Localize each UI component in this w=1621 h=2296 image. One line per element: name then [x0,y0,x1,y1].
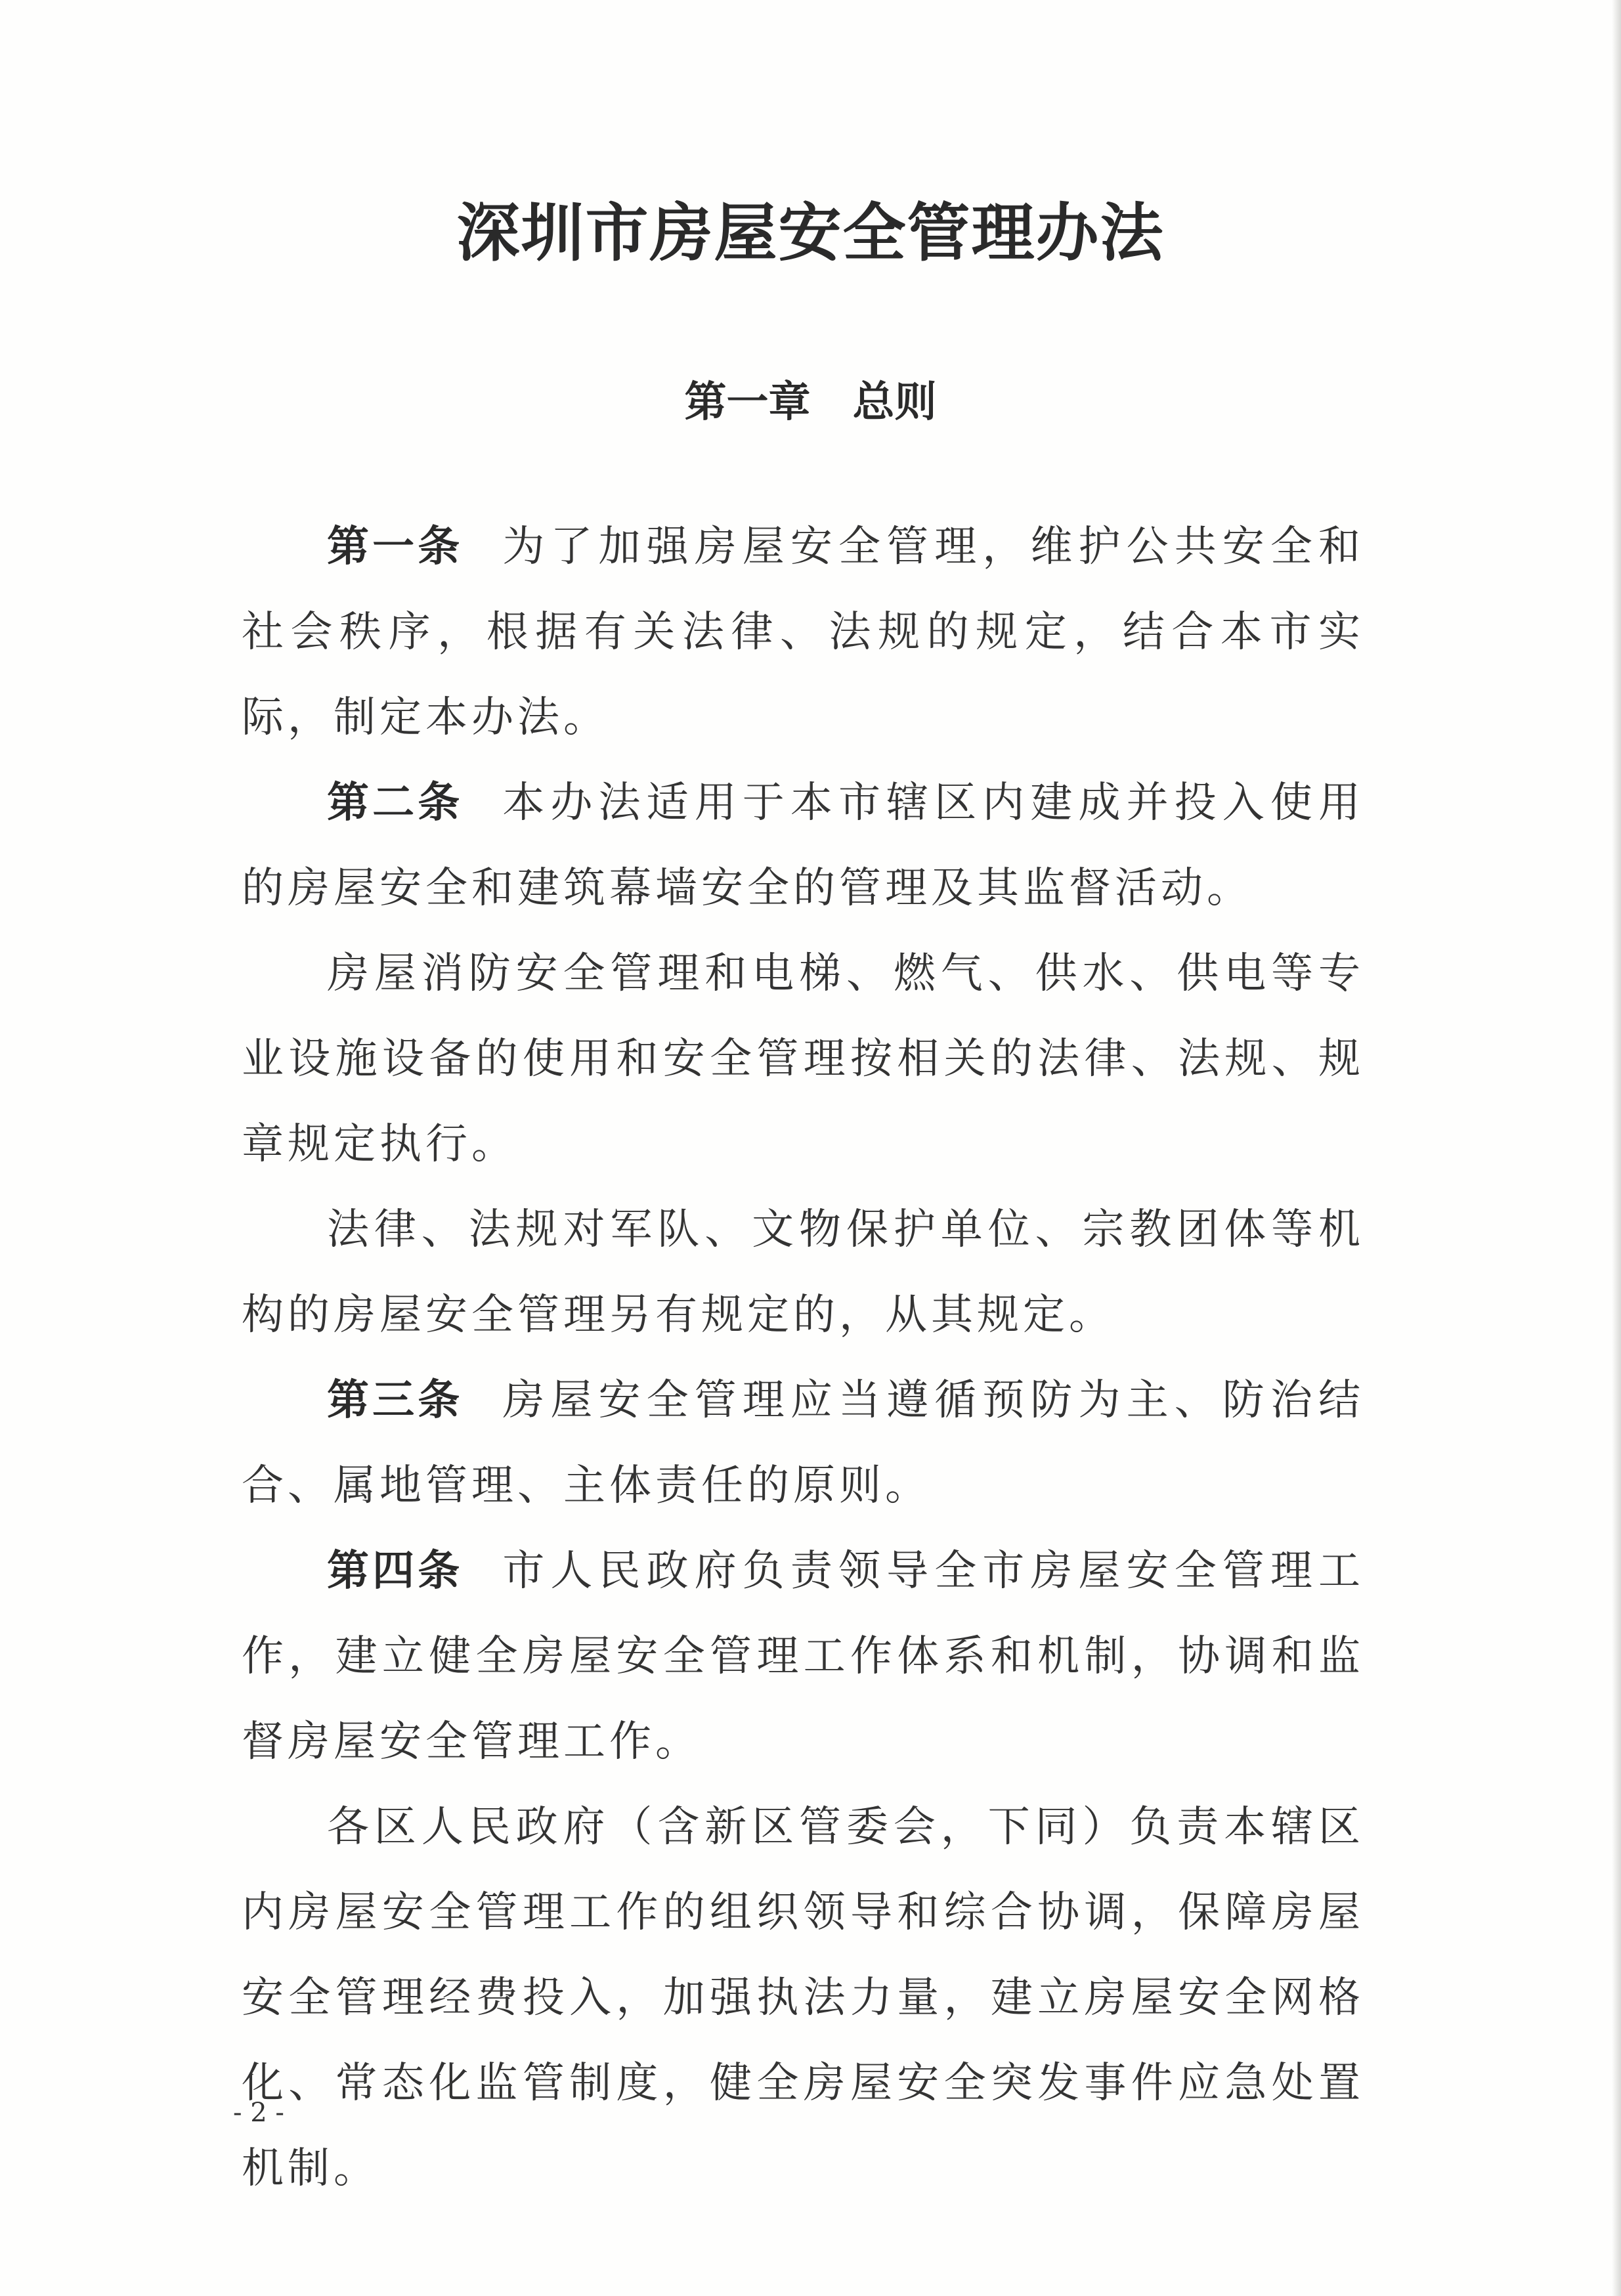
article-text: 为了加强房屋安全管理，维护公共安全和社会秩序，根据有关法律、法规的规定，结合本市实际，制定本办法。 [242,523,1365,742]
article-text: 房屋消防安全管理和电梯、燃气、供水、供电等专业设施设备的使用和安全管理按相关的法律、法规、规章规定执行。 [242,949,1364,1169]
article-text: 房屋安全管理应当遵循预防为主、防治结合、属地管理、主体责任的原则。 [242,1376,1365,1510]
paragraph-article-2-clause-3 [242,1187,1364,1358]
article-number: 第四条 [327,1547,464,1595]
document-body [242,504,1364,2211]
article-number: 第二条 [327,779,464,827]
paragraph-article-4-clause-2 [242,1785,1364,2211]
article-number: 第三条 [327,1376,464,1425]
document-title: 深圳市房屋安全管理办法 [456,196,1165,270]
paragraph-article-2-clause-2 [242,931,1364,1187]
paragraph-article-2 [242,760,1364,931]
page-number: - 2 - [233,2098,284,2128]
scan-edge-shadow [1612,0,1621,2296]
article-number: 第一条 [327,523,464,571]
article-text: 市人民政府负责领导全市房屋安全管理工作，建立健全房屋安全管理工作体系和机制，协调和监督房屋安全管理工作。 [242,1547,1365,1766]
article-text: 本办法适用于本市辖区内建成并投入使用的房屋安全和建筑幕墙安全的管理及其监督活动。 [242,779,1365,913]
paragraph-article-3 [242,1358,1364,1528]
paragraph-article-4 [242,1528,1364,1785]
article-text: 法律、法规对军队、文物保护单位、宗教团体等机构的房屋安全管理另有规定的，从其规定。 [242,1205,1364,1339]
chapter-heading: 第一章 总则 [684,378,937,427]
paragraph-article-1 [242,504,1364,760]
article-text: 各区人民政府（含新区管委会，下同）负责本辖区内房屋安全管理工作的组织领导和综合协调，保障房屋安全管理经费投入，加强执法力量，建立房屋安全网格化、常态化监管制度，健全房屋安全突发事件应急处置机制。 [242,1803,1364,2193]
